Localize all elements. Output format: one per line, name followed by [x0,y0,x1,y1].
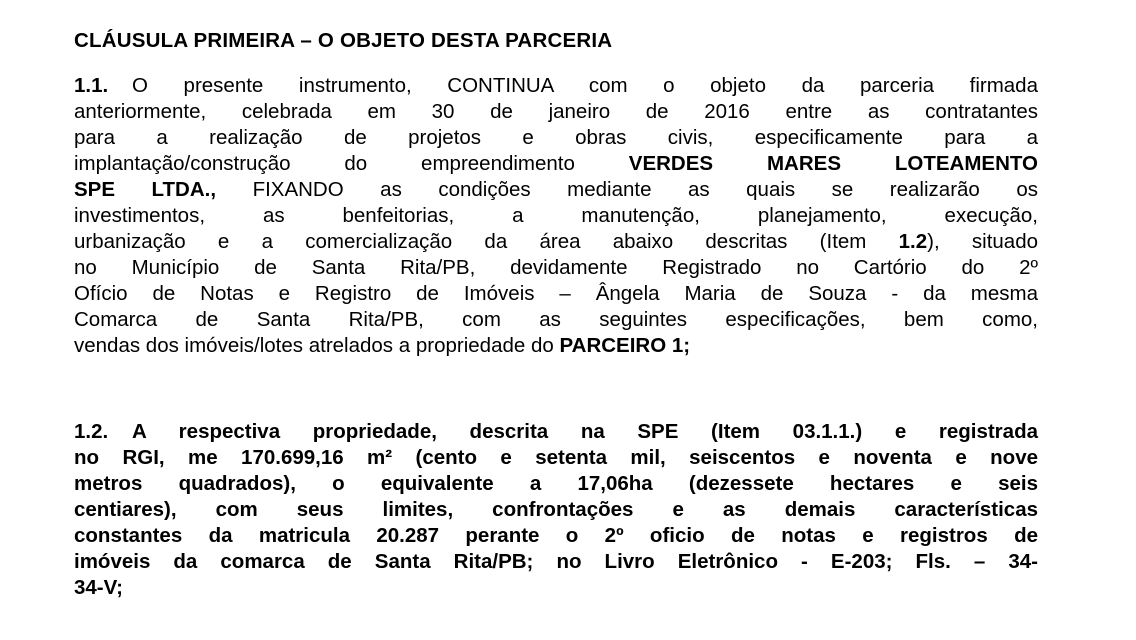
item-reference: 1.2 [898,230,928,253]
clause-1-1-line-9: Ofício de Notas e Registro de Imóveis – Ângela Maria de Souza - da mesma [74,282,1038,305]
clause-1-1-text: urbanização e a comercialização da área abaixo descritas (Item [74,230,867,253]
clause-1-2-line-4: centiares), com seus limites, confrontações e as demais características [74,498,1038,521]
clause-1-2-line-2: no RGI, me 170.699,16 m² (cento e setenta mil, seiscentos e noventa e nove [74,446,1038,469]
company-name: VERDES MARES LOTEAMENTO [628,152,1038,175]
partner-name: PARCEIRO 1; [559,334,691,357]
clause-1-1-text: implantação/construção do empreendimento [74,152,575,175]
clause-1-1-line-5 [74,177,1038,203]
clause-1-1-line-11 [74,333,1038,359]
clause-1-1-paragraph [74,73,1038,359]
clause-1-1-text: O presente instrumento, CONTINUA com o objeto da parceria firmada [132,74,1038,97]
company-name-suffix: SPE LTDA., [74,178,217,201]
clause-1-2-line-3: metros quadrados), o equivalente a 17,06ha (dezessete hectares e seis [74,472,1038,495]
clause-1-2-number: 1.2. [74,420,109,443]
clause-1-1-line-4 [74,151,1038,177]
clause-1-1-text: FIXANDO as condições mediante as quais se realizarão os [252,178,1038,201]
clause-1-1-line-2: anteriormente, celebrada em 30 de janeiro de 2016 entre as contratantes [74,100,1038,123]
clause-1-2-line-1 [74,419,1038,445]
clause-1-1-line-1 [74,73,1038,99]
clause-1-1-line-8: no Município de Santa Rita/PB, devidamente Registrado no Cartório do 2º [74,256,1038,279]
clause-1-2-paragraph [74,419,1038,601]
clause-1-2-line-6: imóveis da comarca de Santa Rita/PB; no Livro Eletrônico - E-203; Fls. – 34- [74,550,1038,573]
clause-1-2-line-7: 34-V; [74,576,123,599]
clause-1-1-text: ), situado [927,230,1038,253]
clause-1-1-line-6: investimentos, as benfeitorias, a manutenção, planejamento, execução, [74,204,1038,227]
clause-1-1-text: vendas dos imóveis/lotes atrelados a propriedade do [74,334,554,357]
clause-1-1-line-7 [74,229,1038,255]
clause-heading: CLÁUSULA PRIMEIRA – O OBJETO DESTA PARCERIA [74,29,613,52]
clause-1-1-line-3: para a realização de projetos e obras civis, especificamente para a [74,126,1038,149]
clause-1-2-text: A respectiva propriedade, descrita na SPE (Item 03.1.1.) e registrada [132,420,1038,443]
clause-1-1-line-10: Comarca de Santa Rita/PB, com as seguintes especificações, bem como, [74,308,1038,331]
clause-1-2-line-5: constantes da matricula 20.287 perante o 2º oficio de notas e registros de [74,524,1038,547]
clause-1-1-number: 1.1. [74,74,109,97]
